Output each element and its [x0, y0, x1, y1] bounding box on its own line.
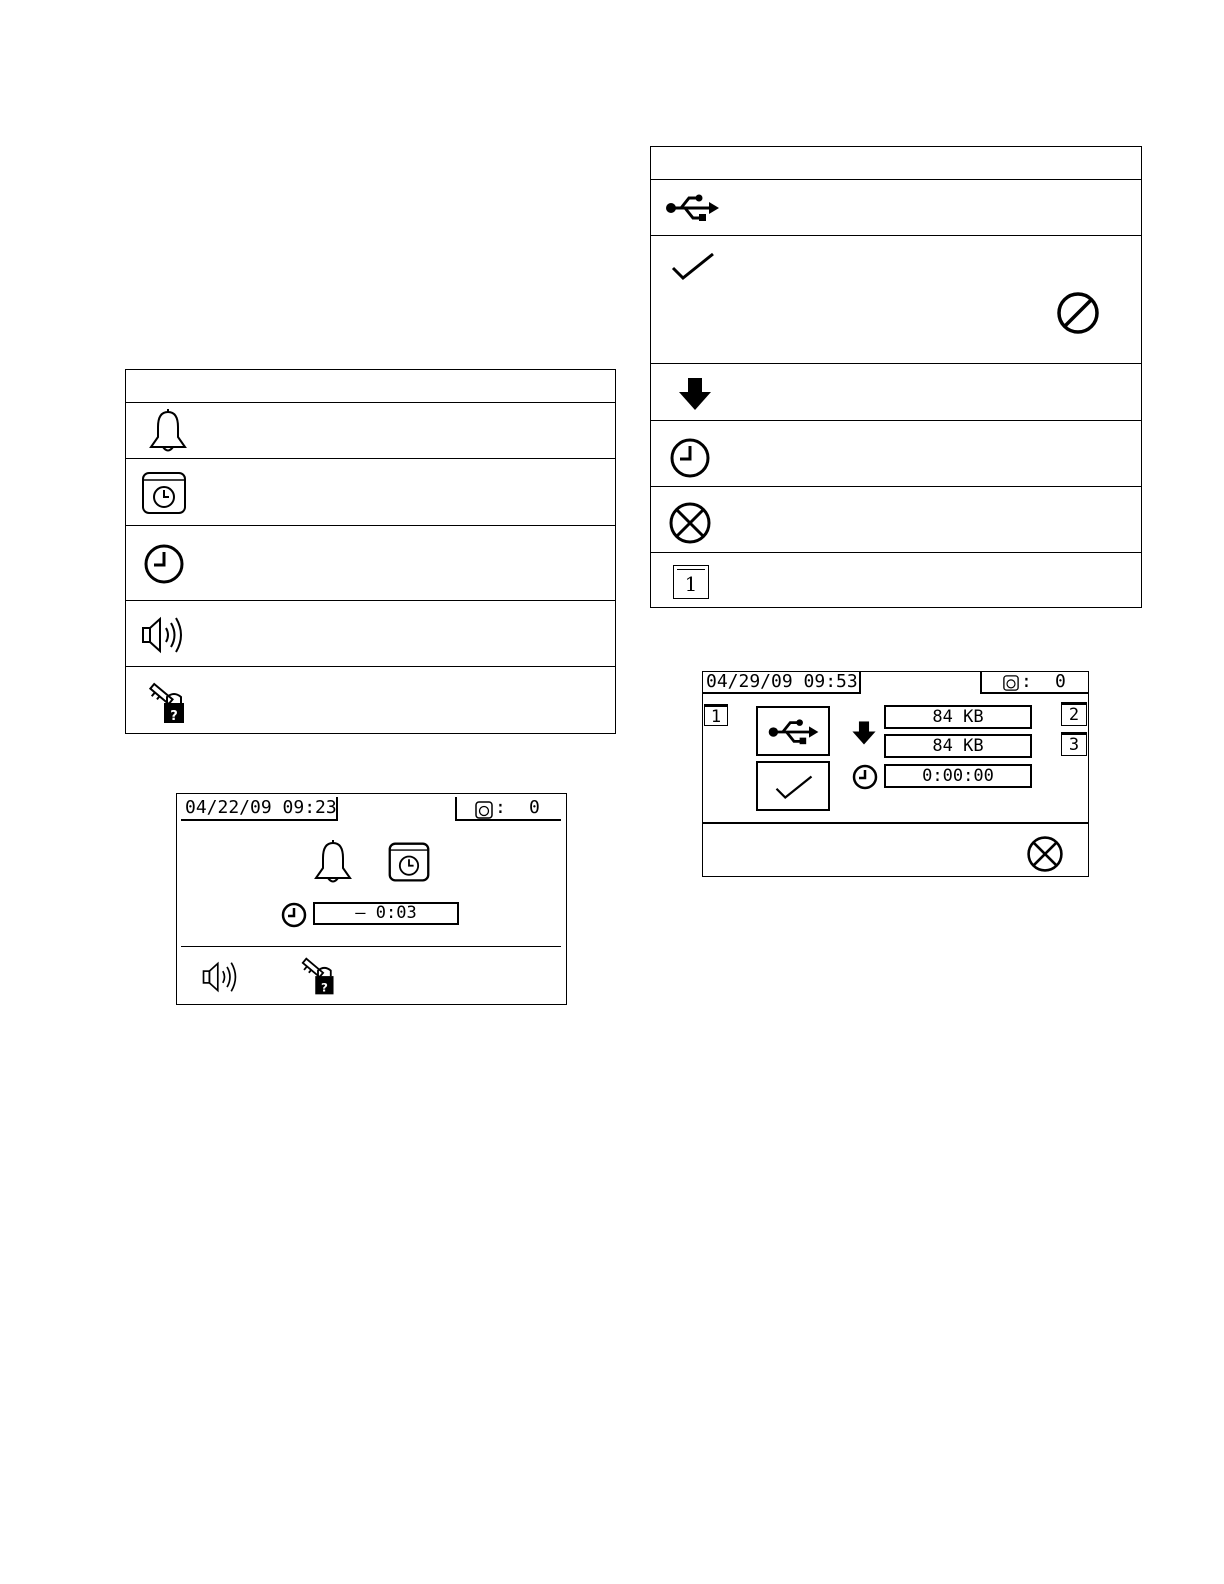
table-row [126, 601, 615, 667]
cancel-icon[interactable] [1026, 835, 1064, 873]
divider [181, 946, 561, 947]
table-row [126, 667, 615, 733]
table-row [651, 364, 1141, 421]
table-row [126, 459, 615, 526]
clock-icon [668, 436, 712, 480]
right-icon-table [650, 146, 1142, 608]
memory-timer-icon [475, 801, 493, 819]
svg-text:?: ? [170, 709, 178, 724]
clock-icon [851, 763, 879, 791]
counter-colon: : [1021, 671, 1032, 692]
alarm-screen [176, 793, 567, 1005]
datetime-label: 04/29/09 09:53 [706, 671, 858, 692]
table-row [126, 526, 615, 601]
table-row [651, 553, 1141, 610]
confirm-button[interactable] [756, 761, 830, 811]
counter-box [980, 672, 1089, 694]
bell-icon [311, 838, 355, 886]
counter-colon: : [495, 797, 506, 818]
screen-number-icon [673, 565, 709, 599]
usb-screen [702, 671, 1089, 877]
memory-timer-icon [140, 469, 188, 517]
countdown-field: – 0:03 [313, 902, 459, 925]
table-header [126, 370, 615, 403]
datetime-label: 04/22/09 09:23 [185, 797, 337, 818]
bell-icon [146, 407, 190, 455]
table-row [651, 180, 1141, 236]
key-lock-icon [144, 681, 190, 727]
counter-box [455, 797, 561, 821]
total-size-field: 84 KB [884, 734, 1032, 758]
usb-button[interactable] [756, 706, 830, 756]
counter-value: 0 [529, 797, 540, 818]
divider [703, 822, 1089, 824]
checkmark-icon [772, 773, 816, 801]
page-3-button[interactable]: 3 [1061, 732, 1087, 756]
table-row [126, 403, 615, 459]
usb-icon [766, 717, 822, 747]
memory-timer-icon [387, 840, 431, 884]
clock-icon [142, 542, 186, 586]
download-arrow-icon [677, 376, 713, 412]
counter-value: 0 [1055, 671, 1066, 692]
elapsed-time-field: 0:00:00 [884, 764, 1032, 788]
table-header [651, 147, 1141, 180]
usb-icon [665, 192, 721, 224]
downloaded-size-field: 84 KB [884, 705, 1032, 729]
clock-icon [280, 901, 308, 929]
speaker-icon [201, 960, 243, 994]
speaker-icon [140, 615, 190, 655]
table-row [651, 487, 1141, 553]
download-arrow-icon [851, 720, 877, 746]
table-row [651, 421, 1141, 487]
svg-text:?: ? [320, 980, 328, 995]
table-row [651, 236, 1141, 364]
memory-timer-icon [1003, 675, 1019, 691]
checkmark-icon [669, 250, 717, 282]
key-lock-icon [297, 956, 339, 998]
cancel-icon [668, 501, 712, 545]
screen-number-label: 1 [684, 572, 698, 596]
prohibited-icon [1055, 290, 1101, 336]
page-2-button[interactable]: 2 [1061, 702, 1087, 726]
left-icon-table [125, 369, 616, 734]
page-indicator-current: 1 [704, 704, 728, 726]
